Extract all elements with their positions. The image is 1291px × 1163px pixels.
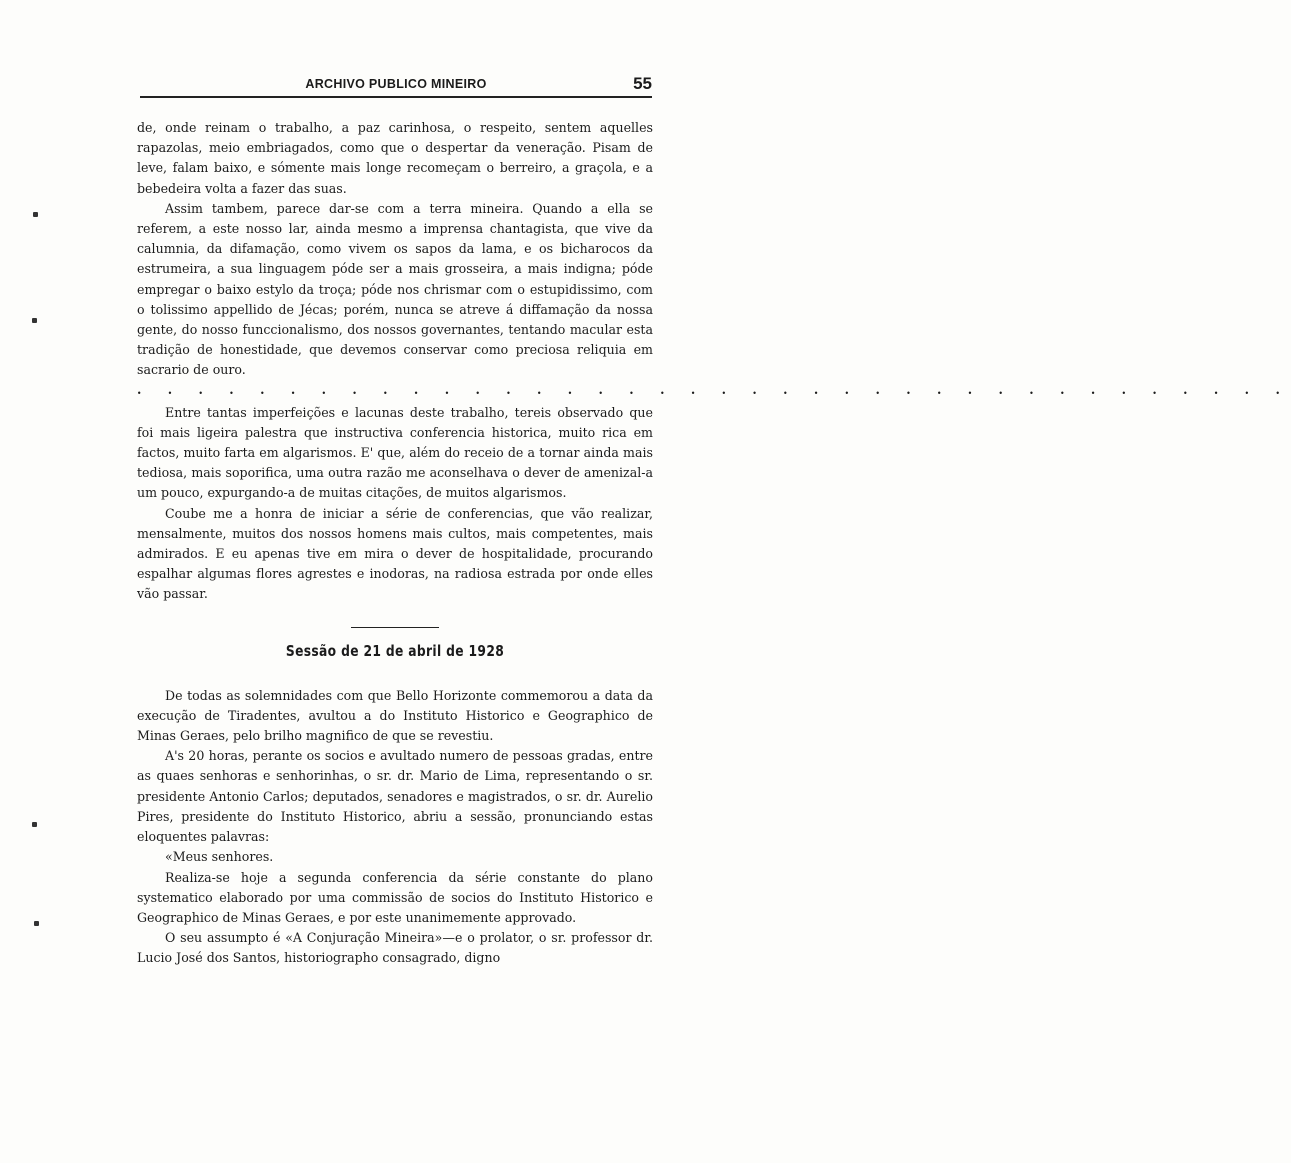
paragraph: de, onde reinam o trabalho, a paz carinhosa, o respeito, sentem aquelles rapazolas, meio embriagados, como que o despertar da veneração. Pisam de leve, falam baixo, e sómente mais longe recomeçam o berreiro, a graçola, e a bebedeira volta a fazer das suas. (137, 120, 653, 196)
margin-mark (32, 318, 37, 323)
margin-mark (34, 921, 39, 926)
paragraph: De todas as solemnidades com que Bello Horizonte commemorou a data da execução de Tiradentes, avultou a do Instituto Historico e Geographico de Minas Geraes, pelo brilho magnifico de que se revestiu. (137, 687, 653, 744)
paragraph: Assim tambem, parece dar-se com a terra mineira. Quando a ella se referem, a este nosso lar, ainda mesmo a imprensa chantagista, que vive da calumnia, da difamação, como vivem os sapos da lama, e os bicharocos da estrumeira, a sua linguagem póde ser a mais grosseira, a mais indigna; póde empregar o baixo estylo da troça; póde nos chrismar com o estupidissimo, com o tolissimo appellido de Jécas; porém, nunca se atreve á diffamação da nossa gente, do nosso funccionalismo, dos nossos governantes, tentando macular esta tradição de honestidade, que devemos conservar como preciosa reliquia em sacrario de ouro. (137, 200, 653, 378)
page-body (137, 118, 1291, 969)
speech-greeting: «Meus senhores. (165, 849, 274, 865)
paragraph: O seu assumpto é «A Conjuração Mineira»—e o prolator, o sr. professor dr. Lucio José dos Santos, historiographo consagrado, digno (137, 930, 653, 966)
paragraph: Entre tantas imperfeições e lacunas deste trabalho, tereis observado que foi mais ligeira palestra que instructiva conferencia historica, muito rica em factos, muito farta em algarismos. E' que, além do receio de a tornar ainda mais tediosa, mais soporifica, uma outra razão me aconselhava o dever de amenizal-a um pouco, expurgando-a de muitas citações, de muitos algarismos. (137, 404, 653, 501)
paragraph: Coube me a honra de iniciar a série de conferencias, que vão realizar, mensalmente, muitos dos nossos homens mais cultos, mais competentes, mais admirados. E eu apenas tive em mira o dever de hospitalidade, procurando espalhar algumas flores agrestes e inodoras, na radiosa estrada por onde elles vão passar. (137, 505, 653, 602)
ellipsis-line: . . . . . . . . . . . . . . . . . . . . . . . . . . . . . . . . . . . . . . (137, 381, 1291, 397)
margin-mark (33, 212, 38, 217)
margin-mark (32, 822, 37, 827)
page-number: 55 (633, 74, 652, 93)
section-divider (351, 627, 439, 628)
paragraph: A's 20 horas, perante os socios e avultado numero de pessoas gradas, entre as quaes senhoras e senhorinhas, o sr. dr. Mario de Lima, representando o sr. presidente Antonio Carlos; deputados, senadores e magistrados, o sr. dr. Aurelio Pires, presidente do Instituto Historico, abriu a sessão, pronunciando estas eloquentes palavras: (137, 748, 653, 845)
paragraph: Realiza-se hoje a segunda conferencia da série constante do plano systematico elaborado por uma commissão de socios do Instituto Historico e Geographico de Minas Geraes, e por este unanimemente approvado. (137, 869, 653, 925)
section-heading: Sessão de 21 de abril de 1928 (285, 641, 505, 660)
running-header (140, 74, 652, 98)
running-title: ARCHIVO PUBLICO MINEIRO (305, 77, 487, 91)
